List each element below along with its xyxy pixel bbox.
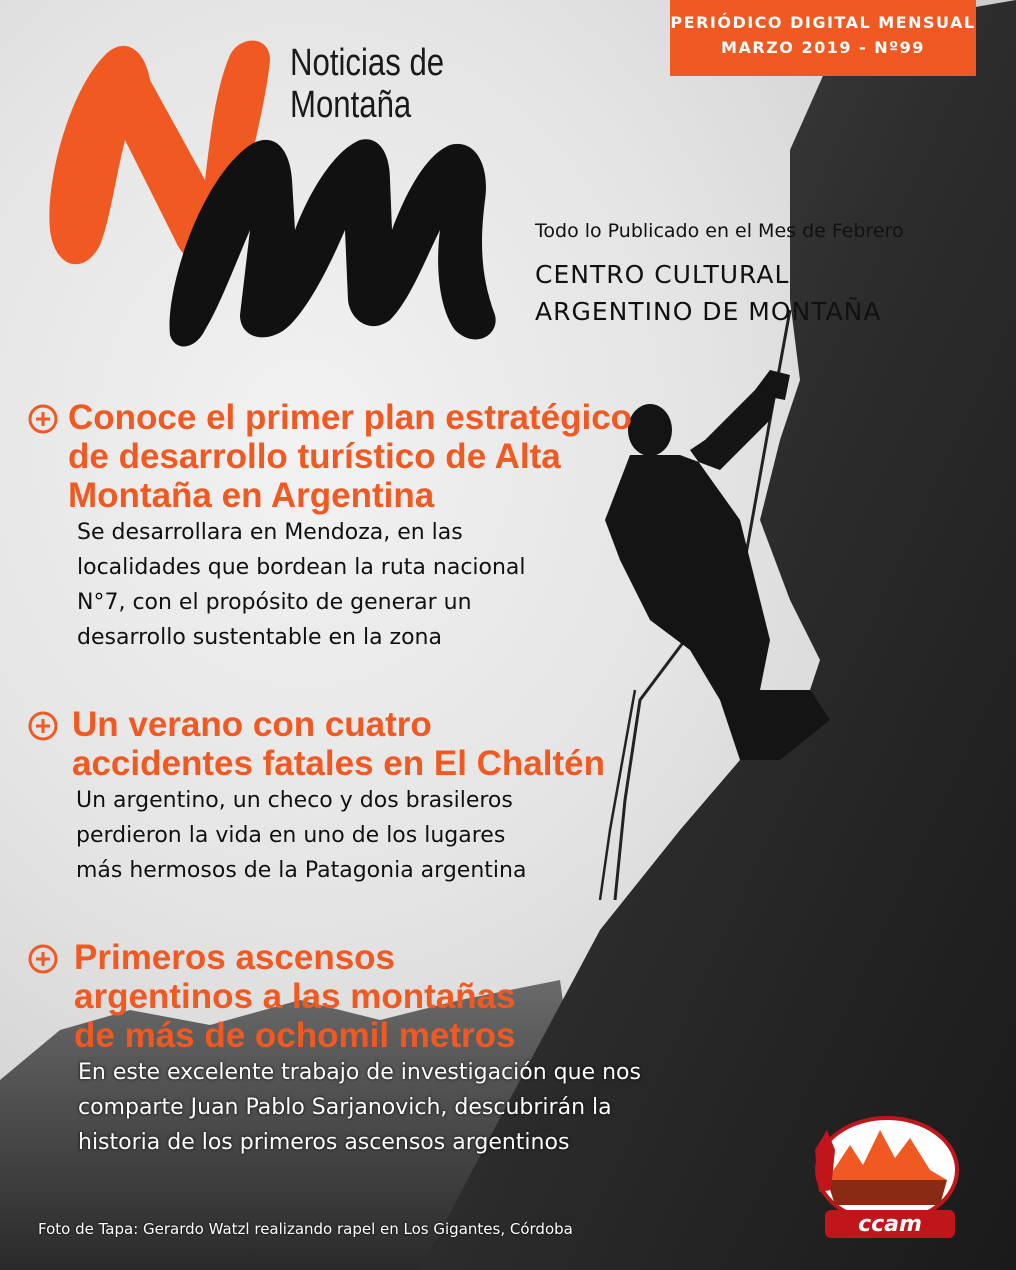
- brand-name: [290, 42, 444, 126]
- story-3[interactable]: [28, 938, 641, 1160]
- plus-circle-icon: [28, 711, 58, 741]
- center-name-line1: CENTRO CULTURAL: [535, 260, 790, 289]
- photo-caption: Foto de Tapa: Gerardo Watzl realizando rapel en Los Gigantes, Córdoba: [38, 1220, 573, 1238]
- story-title-line: Conoce el primer plan estratégico: [68, 398, 633, 437]
- story-summary-line: perdieron la vida en uno de los lugares: [76, 823, 506, 848]
- story-summary-line: localidades que bordean la ruta nacional: [77, 555, 526, 580]
- story-summary: [77, 515, 632, 655]
- story-summary-line: historia de los primeros ascensos argentinos: [78, 1130, 570, 1155]
- story-summary-line: más hermosos de la Patagonia argentina: [76, 858, 527, 883]
- badge-line2: MARZO 2019 - Nº99: [721, 38, 925, 57]
- story-title-line: accidentes fatales en El Chaltén: [72, 744, 605, 783]
- brand-line2: Montaña: [290, 84, 412, 126]
- story-summary-line: Un argentino, un checo y dos brasileros: [76, 788, 513, 813]
- ccam-logo: [805, 1110, 965, 1245]
- issue-badge: [670, 0, 976, 76]
- story-title-line: de más de ochomil metros: [74, 1016, 516, 1055]
- story-summary-line: Se desarrollara en Mendoza, en las: [77, 520, 463, 545]
- brand-line1: Noticias de: [290, 42, 445, 84]
- center-name-line2: ARGENTINO DE MONTAÑA: [535, 297, 882, 326]
- subheading: Todo lo Publicado en el Mes de Febrero: [535, 220, 904, 242]
- story-title-line: Un verano con cuatro: [72, 705, 432, 744]
- story-1[interactable]: [28, 398, 632, 655]
- story-summary-line: desarrollo sustentable en la zona: [77, 625, 442, 650]
- story-summary-line: comparte Juan Pablo Sarjanovich, descubrirán la: [78, 1095, 612, 1120]
- center-name: [535, 256, 882, 330]
- story-title[interactable]: [74, 938, 641, 1055]
- story-summary: [76, 783, 605, 888]
- story-title[interactable]: [68, 398, 632, 515]
- svg-text:ccam: ccam: [858, 1212, 922, 1237]
- story-summary-line: En este excelente trabajo de investigación que nos: [78, 1060, 641, 1085]
- story-title-line: de desarrollo turístico de Alta: [68, 437, 561, 476]
- story-summary-line: N°7, con el propósito de generar un: [77, 590, 472, 615]
- story-title[interactable]: [72, 705, 605, 783]
- story-title-line: argentinos a las montañas: [74, 977, 516, 1016]
- plus-circle-icon: [28, 944, 58, 974]
- badge-line1: PERIÓDICO DIGITAL MENSUAL: [670, 13, 976, 32]
- story-title-line: Primeros ascensos: [74, 938, 396, 977]
- story-title-line: Montaña en Argentina: [68, 476, 435, 515]
- story-2[interactable]: [28, 705, 605, 888]
- story-summary: [78, 1055, 641, 1160]
- plus-circle-icon: [28, 404, 58, 434]
